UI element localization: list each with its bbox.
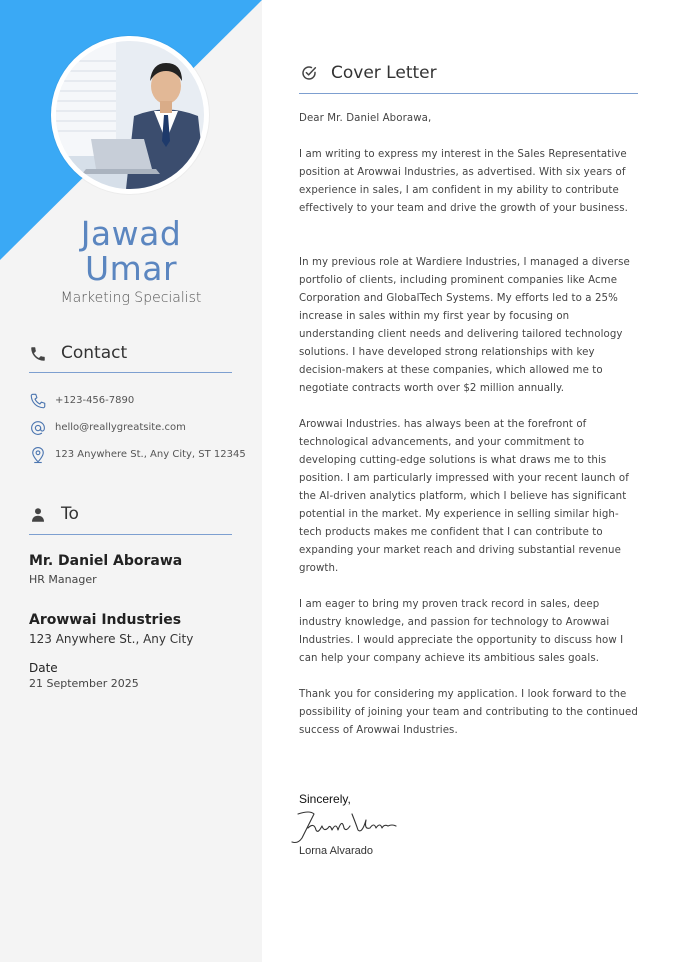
- last-name: Umar: [84, 249, 178, 288]
- company-name: Arowwai Industries: [29, 612, 182, 628]
- map-pin-icon: [29, 446, 47, 464]
- date-label: Date: [29, 661, 58, 675]
- check-circle-icon: [300, 64, 318, 82]
- signer-name: Lorna Alvarado: [299, 845, 373, 857]
- recipient-name: Mr. Daniel Aborawa: [29, 553, 183, 569]
- paragraph-2: In my previous role at Wardiere Industries, I managed a diverse portfolio of clients, including prominent companies like Acme Corporation and GlobalTech Systems. My efforts led to a 25% increase in sales within my first year by focusing on understanding client needs and delivering tailored technology solutions. I have developed strong relationships with key decision-makers at these companies, which allowed me to negotiate contracts worth over $2 million annually.: [299, 257, 630, 394]
- cover-letter-heading: Cover Letter: [331, 63, 437, 83]
- phone-outline-icon: [29, 392, 47, 410]
- closing: Sincerely,: [299, 792, 351, 806]
- sidebar: [0, 0, 262, 962]
- paragraph-1: I am writing to express my interest in the Sales Representative position at Arowwai Industries, as advertised. With six years of experience in sales, I am confident in my ability to contribute effectively to your team and drive the growth of your business.: [299, 149, 629, 214]
- street-address: 123 Anywhere St., Any City, ST 12345: [55, 449, 246, 460]
- to-divider: [29, 534, 232, 535]
- job-title: Marketing Specialist: [60, 290, 202, 306]
- first-name: Jawad: [80, 214, 182, 253]
- company-address: 123 Anywhere St., Any City: [29, 632, 194, 646]
- paragraph-5: Thank you for considering my application. I look forward to the possibility of joining your team and contributing to the continued success of Arowwai Industries.: [299, 689, 638, 736]
- at-sign-icon: [29, 419, 47, 437]
- recipient-position: HR Manager: [29, 573, 97, 586]
- email-address[interactable]: hello@reallygreatsite.com: [55, 422, 186, 433]
- signature: [290, 808, 400, 848]
- profile-photo: [51, 36, 209, 194]
- contact-heading: Contact: [61, 343, 128, 363]
- cover-letter-divider: [299, 93, 638, 94]
- person-icon: [29, 506, 47, 524]
- salutation: Dear Mr. Daniel Aborawa,: [299, 113, 432, 124]
- paragraph-3: Arowwai Industries. has always been at the forefront of technological advancements, and your commitment to developing cutting-edge solutions is what draws me to this position. I am particularly impressed with your recent launch of the AI-driven analytics platform, which I believe has significant potential in the market. My experience in selling similar high-tech products makes me confident that I can contribute to expanding your market reach and driving substantial revenue growth.: [299, 419, 629, 574]
- to-heading: To: [61, 504, 79, 524]
- phone-number[interactable]: +123-456-7890: [55, 395, 135, 406]
- date-value: 21 September 2025: [29, 677, 139, 690]
- phone-icon: [29, 345, 47, 363]
- paragraph-4: I am eager to bring my proven track record in sales, deep industry knowledge, and passion for technology to Arowwai Industries. I would appreciate the opportunity to discuss how I can help your company achieve its ambitious sales goals.: [299, 599, 624, 664]
- contact-divider: [29, 372, 232, 373]
